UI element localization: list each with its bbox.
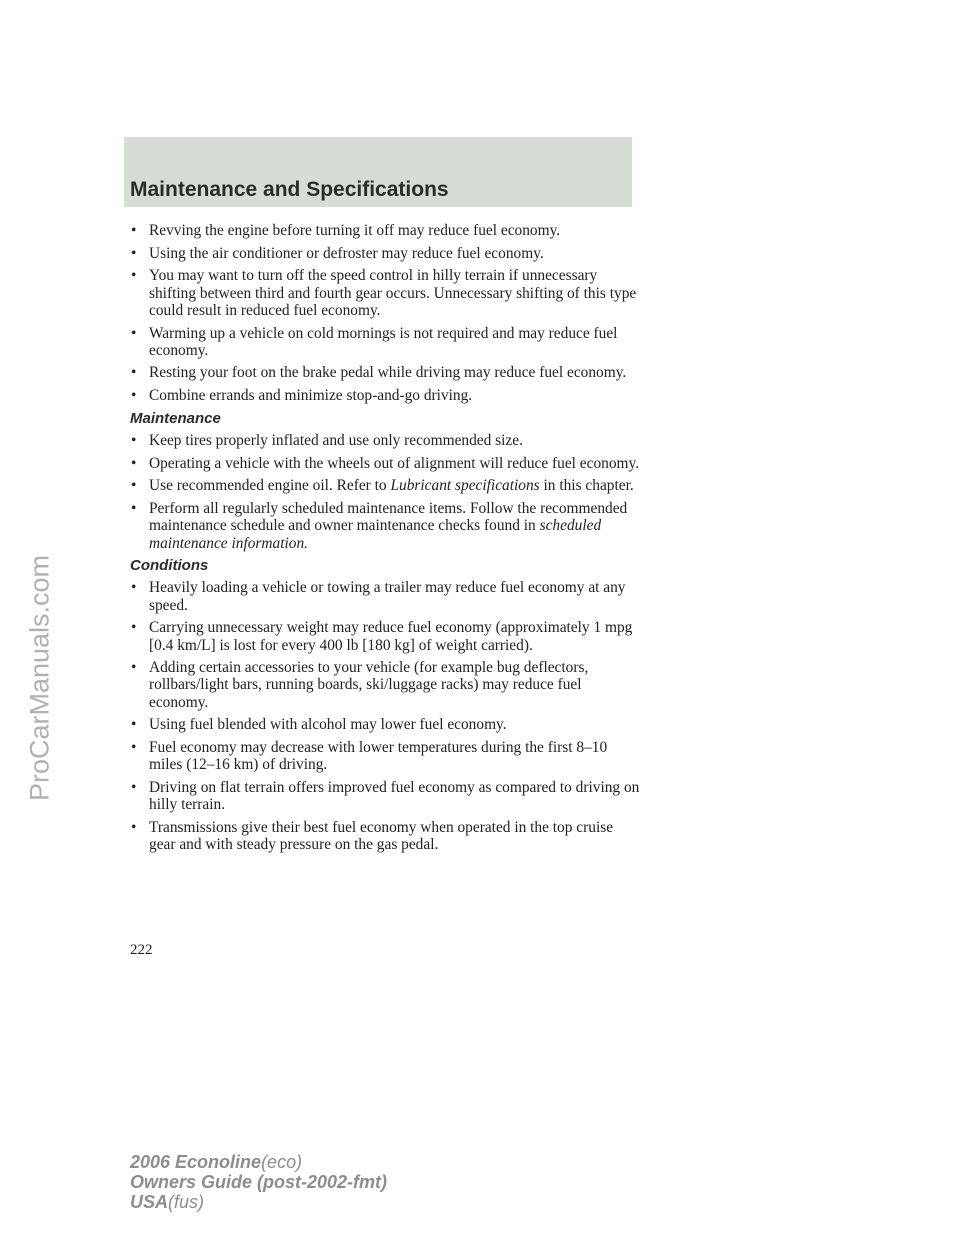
conditions-list	[130, 579, 640, 853]
lubricant-specifications-reference: Lubricant specifications	[390, 477, 540, 495]
footer-line-market: USA(fus)	[130, 1192, 205, 1212]
bullet-icon: •	[131, 324, 137, 342]
list-item: • Use recommended engine oil. Refer to Lubricant specifications in this chapter.	[131, 477, 634, 495]
bullet-icon: •	[131, 818, 137, 836]
list-item: • Keep tires properly inflated and use only recommended size.	[131, 432, 523, 450]
intro-list	[130, 222, 640, 404]
bullet-icon: •	[131, 454, 137, 472]
list-item: • Fuel economy may decrease with lower temperatures during the first 8–10 miles (12–16 km) of driving.	[131, 739, 608, 774]
bullet-icon: •	[131, 267, 137, 285]
conditions-heading: Conditions	[130, 557, 209, 575]
bullet-icon: •	[131, 432, 137, 450]
list-item: • Using the air conditioner or defroster may reduce fuel economy.	[131, 244, 544, 262]
bullet-icon: •	[131, 579, 137, 597]
list-item: • Warming up a vehicle on cold mornings is not required and may reduce fuel economy.	[131, 324, 618, 359]
maintenance-heading: Maintenance	[130, 409, 221, 427]
footer-line-model: 2006 Econoline(eco)	[130, 1152, 303, 1172]
bullet-icon: •	[131, 244, 137, 262]
list-item: • Transmissions give their best fuel economy when operated in the top cruise gear and with steady pressure on the gas pedal.	[131, 818, 614, 854]
list-item: • Heavily loading a vehicle or towing a trailer may reduce fuel economy at any speed.	[131, 579, 626, 614]
page-content	[130, 222, 640, 859]
list-item: • Revving the engine before turning it off may reduce fuel economy.	[131, 222, 561, 239]
page-number: 222	[130, 942, 153, 958]
list-item: • Carrying unnecessary weight may reduce fuel economy (approximately 1 mpg [0.4 km/L] is lost for every 400 lb [180 kg] of weight carried).	[131, 619, 633, 654]
watermark: ProCarManuals.com	[24, 554, 55, 802]
maintenance-list	[130, 432, 640, 552]
bullet-icon: •	[131, 619, 137, 637]
footer-line-guide: Owners Guide (post-2002-fmt)	[130, 1172, 388, 1192]
document-footer	[130, 1152, 387, 1212]
bullet-icon: •	[131, 778, 137, 796]
list-item: • You may want to turn off the speed control in hilly terrain if unnecessary shifting between third and fourth gear occurs. Unnecessary shifting of this type could result in reduced fuel economy.	[131, 267, 637, 319]
list-item: • Driving on flat terrain offers improved fuel economy as compared to driving on hilly terrain.	[131, 778, 640, 814]
bullet-icon: •	[131, 222, 137, 239]
bullet-icon: •	[131, 500, 137, 518]
bullet-icon: •	[131, 477, 137, 495]
list-item: • Perform all regularly scheduled maintenance items. Follow the recommended maintenance schedule and owner maintenance checks found in scheduled maintenance information.	[131, 500, 628, 552]
bullet-icon: •	[131, 739, 137, 757]
list-item: • Operating a vehicle with the wheels out of alignment will reduce fuel economy.	[131, 454, 640, 472]
list-item: • Using fuel blended with alcohol may lower fuel economy.	[131, 716, 507, 734]
scheduled-maintenance-reference: scheduled maintenance information.	[149, 517, 602, 552]
list-item: • Resting your foot on the brake pedal while driving may reduce fuel economy.	[131, 364, 627, 382]
bullet-icon: •	[131, 364, 137, 382]
bullet-icon: •	[131, 659, 137, 677]
list-item: • Adding certain accessories to your vehicle (for example bug deflectors, rollbars/light bars, running boards, ski/luggage racks) may reduce fuel economy.	[131, 659, 589, 711]
page-title: Maintenance and Specifications	[130, 178, 449, 201]
bullet-icon: •	[131, 716, 137, 734]
list-item: • Combine errands and minimize stop-and-go driving.	[131, 387, 473, 405]
bullet-icon: •	[131, 387, 137, 405]
